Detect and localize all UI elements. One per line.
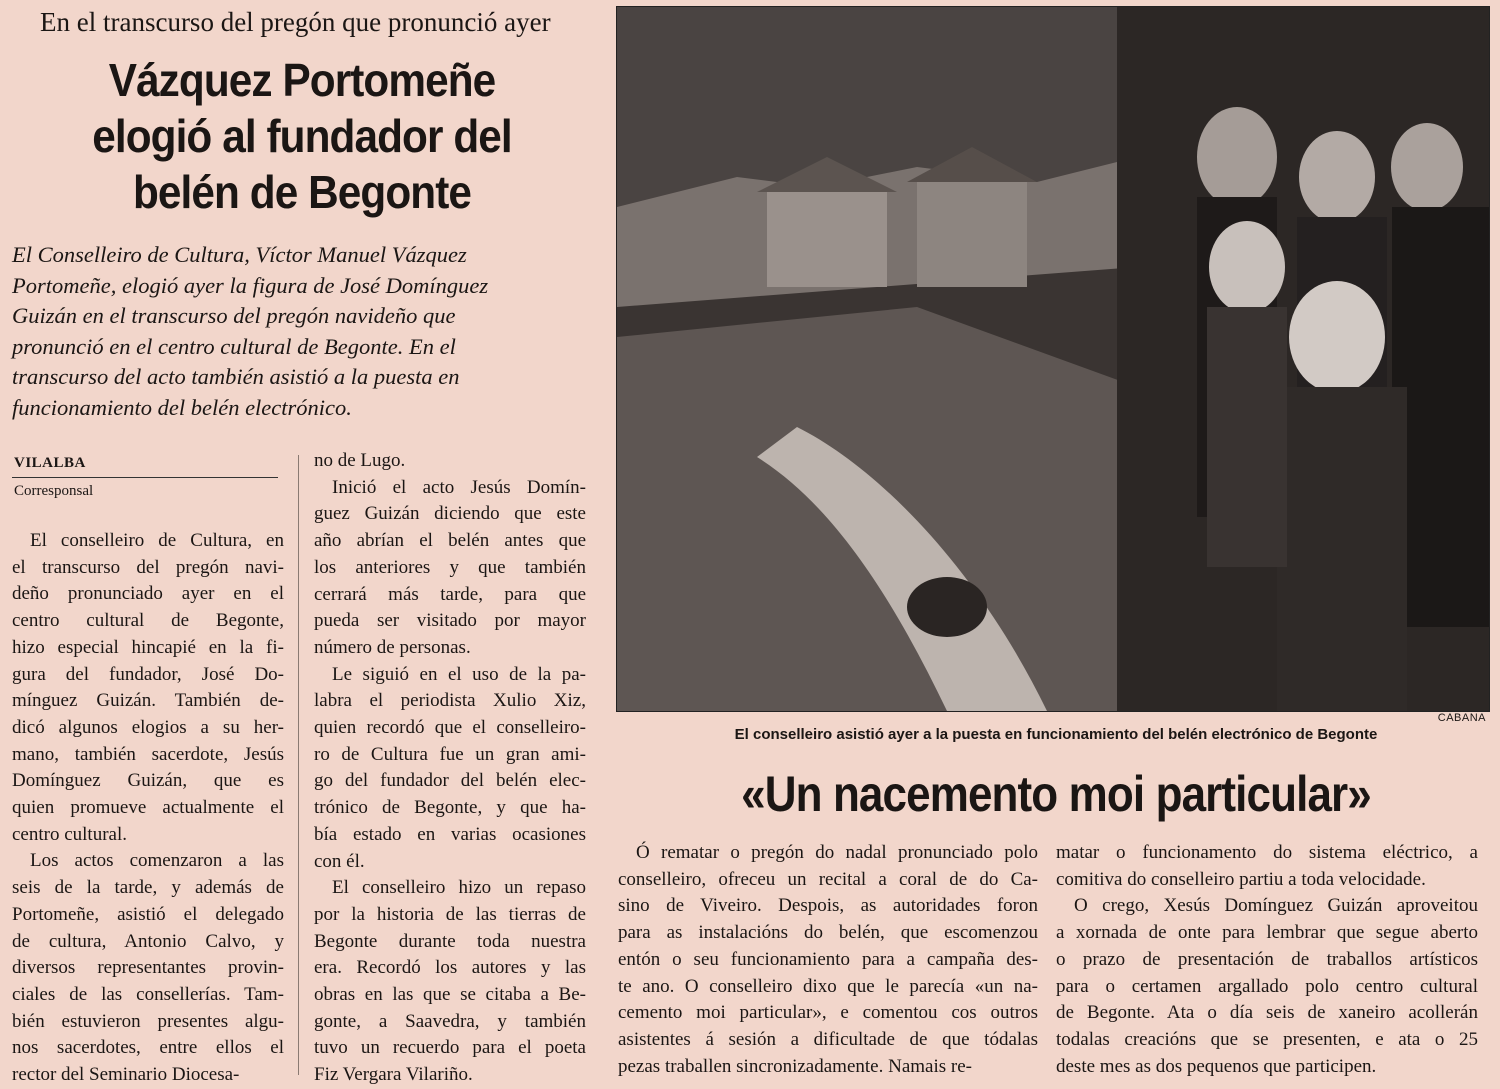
- body-paragraph: [1056, 840, 1478, 893]
- body-line: seis de la tarde, y además de: [12, 877, 284, 899]
- body-line: ciales de las consellerías. Tam-: [12, 983, 284, 1005]
- body-line: Portomeñe, asistió el delegado: [12, 903, 284, 925]
- body-line: nos sacerdotes, entre ellos el: [12, 1037, 284, 1059]
- body-line: Begonte durante toda nuestra: [314, 930, 586, 952]
- byline-role: Corresponsal: [14, 483, 94, 499]
- body-line: bía estado en varias ocasiones: [314, 823, 586, 845]
- body-line: no de Lugo.: [314, 450, 406, 471]
- nativity-scene-photo: [616, 6, 1490, 712]
- body-line: mínguez Guizán. También de-: [12, 690, 284, 712]
- body-line: con él.: [314, 850, 365, 872]
- body-line: hizo especial hincapié en la fi-: [12, 636, 284, 658]
- byline-divider: [12, 477, 278, 478]
- photo-caption: El conselleiro asistió ayer a la puesta en funcionamiento del belén electrónico de Begonte: [734, 726, 1378, 743]
- body-line: por la historia de las tierras de: [314, 903, 586, 925]
- body-line: pueda ser visitado por mayor: [314, 610, 586, 632]
- body-column-3: [618, 840, 1038, 1080]
- headline-line: belén de Begonte: [132, 166, 471, 218]
- body-line: comitiva do conselleiro partiu a toda velocidade.: [1056, 868, 1426, 890]
- lead-line: transcurso del acto también asistió a la puesta en: [12, 364, 460, 389]
- headline: [44, 52, 559, 220]
- body-paragraph: [618, 840, 1038, 1080]
- body-line: Ó rematar o pregón do nadal pronunciado polo: [636, 842, 1038, 863]
- body-paragraph: [314, 475, 586, 662]
- body-line: centro cultural de Begonte,: [12, 610, 284, 632]
- body-line: O crego, Xesús Domínguez Guizán aproveitou: [1074, 895, 1478, 917]
- subheadline: «Un nacemento moi particular»: [741, 766, 1371, 822]
- body-line: El conselleiro de Cultura, en: [30, 530, 284, 551]
- headline-line: elogió al fundador del: [92, 110, 512, 162]
- body-paragraph: [314, 875, 586, 1089]
- body-line: todalas creacións que se presenten, e ata o 25: [1056, 1028, 1478, 1050]
- body-line: trónico de Begonte, y que ha-: [314, 797, 586, 819]
- headline-line: Vázquez Portomeñe: [108, 54, 496, 106]
- kicker: En el transcurso del pregón que pronunció ayer: [40, 7, 551, 37]
- lead-line: Portomeñe, elogió ayer la figura de José Domínguez: [12, 272, 489, 298]
- body-line: dicó algunos elogios a su her-: [12, 716, 284, 738]
- body-column-4: [1056, 840, 1478, 1080]
- body-paragraph: [1056, 893, 1478, 1080]
- body-paragraph: [314, 448, 586, 475]
- body-line: Le siguió en el uso de la pa-: [332, 663, 586, 685]
- body-line: matar o funcionamento do sistema eléctrico, a: [1056, 842, 1478, 863]
- body-line: de Begonte. Ata o día seis de xaneiro acollerán: [1056, 1002, 1478, 1024]
- body-line: Fiz Vergara Vilariño.: [314, 1064, 473, 1086]
- body-line: Domínguez Guizán, que es: [12, 770, 284, 792]
- body-line: los anteriores y que también: [314, 556, 586, 578]
- body-line: cerrará más tarde, para que: [314, 583, 586, 605]
- body-line: entón o seu funcionamiento para a campaña des-: [618, 948, 1038, 970]
- body-line: Inició el acto Jesús Domín-: [332, 476, 586, 498]
- body-line: labra el periodista Xulio Xiz,: [314, 690, 586, 712]
- body-line: conselleiro, ofreceu un recital a coral de do Ca-: [618, 868, 1038, 890]
- body-line: pezas traballen sincronizadamente. Namais re-: [618, 1055, 972, 1077]
- lead-line: funcionamiento del belén electrónico.: [12, 394, 352, 420]
- body-line: era. Recordó los autores y las: [314, 957, 586, 979]
- body-line: obras en las que se citaba a Be-: [314, 984, 586, 1006]
- body-line: sino de Viveiro. Despois, as autoridades foron: [618, 895, 1038, 917]
- body-line: go del fundador del belén elec-: [314, 770, 586, 792]
- photo-credit: CABANA: [1437, 712, 1486, 724]
- body-column-1: [12, 528, 284, 1089]
- body-line: para o certamen argallado polo centro cultural: [1056, 975, 1478, 997]
- body-paragraph: [12, 848, 284, 1088]
- body-line: Los actos comenzaron a las: [30, 850, 284, 872]
- body-line: ro de Cultura fue un gran ami-: [314, 743, 586, 765]
- body-line: quien recordó que el conselleiro-: [314, 717, 586, 739]
- body-line: rector del Seminario Diocesa-: [12, 1064, 240, 1086]
- body-line: quien promueve actualmente el: [12, 797, 284, 819]
- photo-illustration: [617, 7, 1489, 711]
- body-line: de cultura, Antonio Calvo, y: [12, 930, 284, 952]
- body-line: o prazo de presentación de traballos artísticos: [1056, 948, 1478, 970]
- body-line: guez Guizán diciendo que este: [314, 503, 586, 525]
- body-column-2: [314, 448, 586, 1089]
- body-line: año abrían el belén antes que: [314, 530, 586, 552]
- body-line: diversos representantes provin-: [12, 957, 284, 979]
- body-paragraph: [12, 528, 284, 848]
- lead-line: El Conselleiro de Cultura, Víctor Manuel Vázquez: [12, 242, 467, 267]
- lead-line: Guizán en el transcurso del pregón navideño que: [12, 303, 456, 328]
- body-line: asistentes á sesión a dificultade de que tódalas: [618, 1028, 1038, 1050]
- body-line: El conselleiro hizo un repaso: [332, 877, 586, 899]
- body-line: bién estuvieron presentes algu-: [12, 1010, 284, 1032]
- body-line: gonte, a Saavedra, y también: [314, 1010, 586, 1032]
- body-line: te ano. O conselleiro dixo que le parecía «un na-: [618, 975, 1038, 997]
- body-line: deño pronunciado ayer en el: [12, 583, 284, 605]
- body-line: tuvo un recuerdo para el poeta: [314, 1037, 586, 1059]
- body-line: cemento moi particular», e comentou cos outros: [618, 1002, 1038, 1024]
- body-line: centro cultural.: [12, 823, 128, 845]
- body-line: para as instalacións do belén, que escomenzou: [618, 922, 1038, 944]
- byline-city: VILALBA: [14, 455, 86, 471]
- body-line: a xornada de onte para lembrar que segue aberto: [1056, 922, 1478, 944]
- body-line: deste mes as dos pequenos que participen.: [1056, 1055, 1377, 1077]
- body-line: el transcurso del pregón navi-: [12, 556, 284, 578]
- body-line: gura del fundador, José Do-: [12, 663, 284, 685]
- body-paragraph: [314, 662, 586, 876]
- lead-line: pronunció en el centro cultural de Begonte. En el: [12, 333, 456, 359]
- body-line: mano, también sacerdote, Jesús: [12, 743, 284, 765]
- column-divider: [298, 455, 299, 1075]
- body-line: número de personas.: [314, 636, 471, 658]
- lead-paragraph: [12, 240, 602, 423]
